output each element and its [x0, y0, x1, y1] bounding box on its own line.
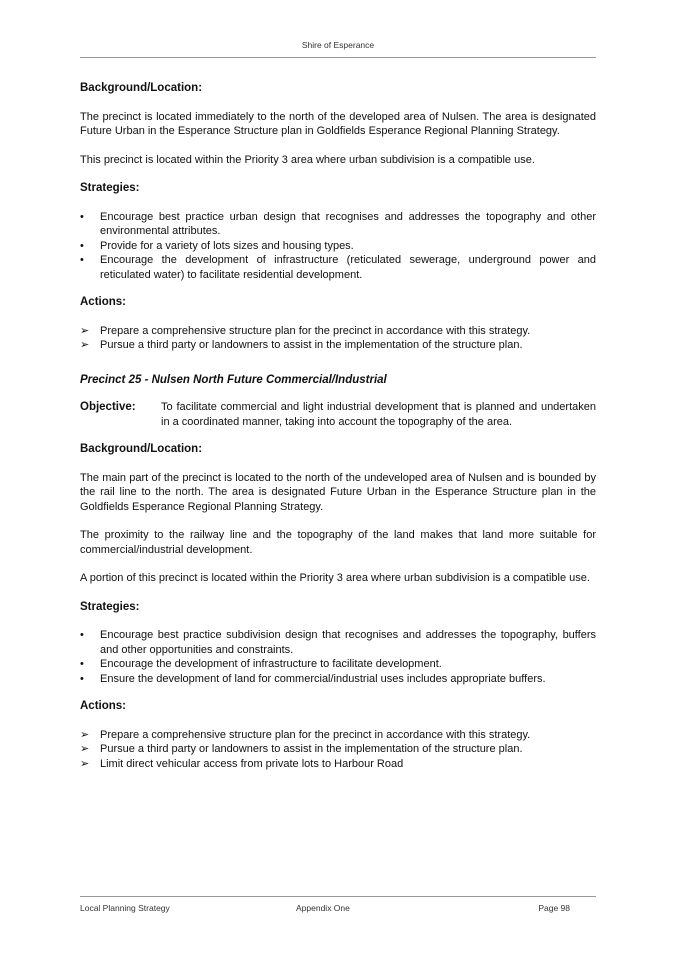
footer-document-title: Local Planning Strategy: [80, 903, 170, 913]
arrow-icon: ➢: [80, 757, 90, 770]
actions-heading: Actions:: [80, 700, 126, 712]
actions-list: [80, 324, 596, 353]
strategies-heading: Strategies:: [80, 600, 140, 613]
actions-list: [80, 728, 596, 772]
footer-appendix: Appendix One: [296, 903, 350, 913]
background-paragraph: The main part of the precinct is located to the north of the undeveloped area of Nulsen and is bounded by the rail line to the north. The area is designated Future Urban in the Esperance Structure plan in the Goldfields Esperance Regional Planning Strategy.: [80, 471, 596, 513]
strategies-list: [80, 210, 596, 283]
list-item: • Encourage the development of infrastructure (reticulated sewerage, underground power and reticulated water) to facilitate residential development.: [80, 254, 596, 281]
footer-rule: [80, 896, 596, 897]
background-paragraph: The proximity to the railway line and the topography of the land makes that land more suitable for commercial/industrial development.: [80, 529, 596, 556]
list-item: ➢ Pursue a third party or landowners to assist in the implementation of the structure plan.: [80, 743, 523, 755]
objective-label: Objective:: [80, 401, 136, 413]
bullet-icon: •: [80, 210, 84, 223]
list-item: • Provide for a variety of lots sizes and housing types.: [80, 239, 354, 252]
background-paragraph: A portion of this precinct is located within the Priority 3 area where urban subdivision is a compatible use.: [80, 572, 590, 584]
list-item: • Ensure the development of land for commercial/industrial uses includes appropriate buffers.: [80, 672, 546, 685]
precinct-title: Precinct 25 - Nulsen North Future Commercial/Industrial: [80, 373, 387, 386]
list-item: ➢ Prepare a comprehensive structure plan for the precinct in accordance with this strategy.: [80, 728, 531, 741]
objective: [80, 400, 596, 429]
strategies-list: [80, 628, 596, 686]
arrow-icon: ➢: [80, 324, 90, 337]
background-paragraph: The precinct is located immediately to the north of the developed area of Nulsen. The area is designated Future Urban in the Esperance Structure plan in Goldfields Esperance Regional Planning Strategy.: [80, 110, 596, 137]
background-heading: Background/Location:: [80, 82, 203, 94]
bullet-icon: •: [80, 658, 84, 670]
strategies-heading: Strategies:: [80, 182, 140, 194]
footer-page-number: Page 98: [538, 903, 570, 913]
list-item: • Encourage the development of infrastructure to facilitate development.: [80, 658, 442, 670]
list-item: • Encourage best practice urban design that recognises and addresses the topography and other environmental attributes.: [80, 210, 596, 237]
header-rule: [80, 57, 596, 58]
objective-text: To facilitate commercial and light industrial development that is planned and undertaken in a coordinated manner, taking into account the topography of the area.: [161, 401, 596, 428]
background-paragraph: This precinct is located within the Priority 3 area where urban subdivision is a compatible use.: [80, 153, 535, 166]
bullet-icon: •: [80, 629, 84, 641]
list-item: • Encourage best practice subdivision design that recognises and addresses the topography, buffers and other opportunities and constraints.: [80, 629, 596, 656]
arrow-icon: ➢: [80, 339, 90, 351]
list-item: ➢ Limit direct vehicular access from private lots to Harbour Road: [80, 757, 404, 770]
arrow-icon: ➢: [80, 728, 90, 741]
bullet-icon: •: [80, 254, 84, 266]
actions-heading: Actions:: [80, 296, 126, 308]
list-item: ➢ Pursue a third party or landowners to assist in the implementation of the structure plan.: [80, 339, 523, 351]
list-item: ➢ Prepare a comprehensive structure plan for the precinct in accordance with this strategy.: [80, 324, 531, 337]
bullet-icon: •: [80, 672, 84, 685]
arrow-icon: ➢: [80, 743, 90, 755]
page-content: [80, 81, 596, 771]
page-header: Shire of Esperance: [301, 40, 375, 50]
bullet-icon: •: [80, 239, 84, 252]
background-heading: Background/Location:: [80, 443, 203, 455]
